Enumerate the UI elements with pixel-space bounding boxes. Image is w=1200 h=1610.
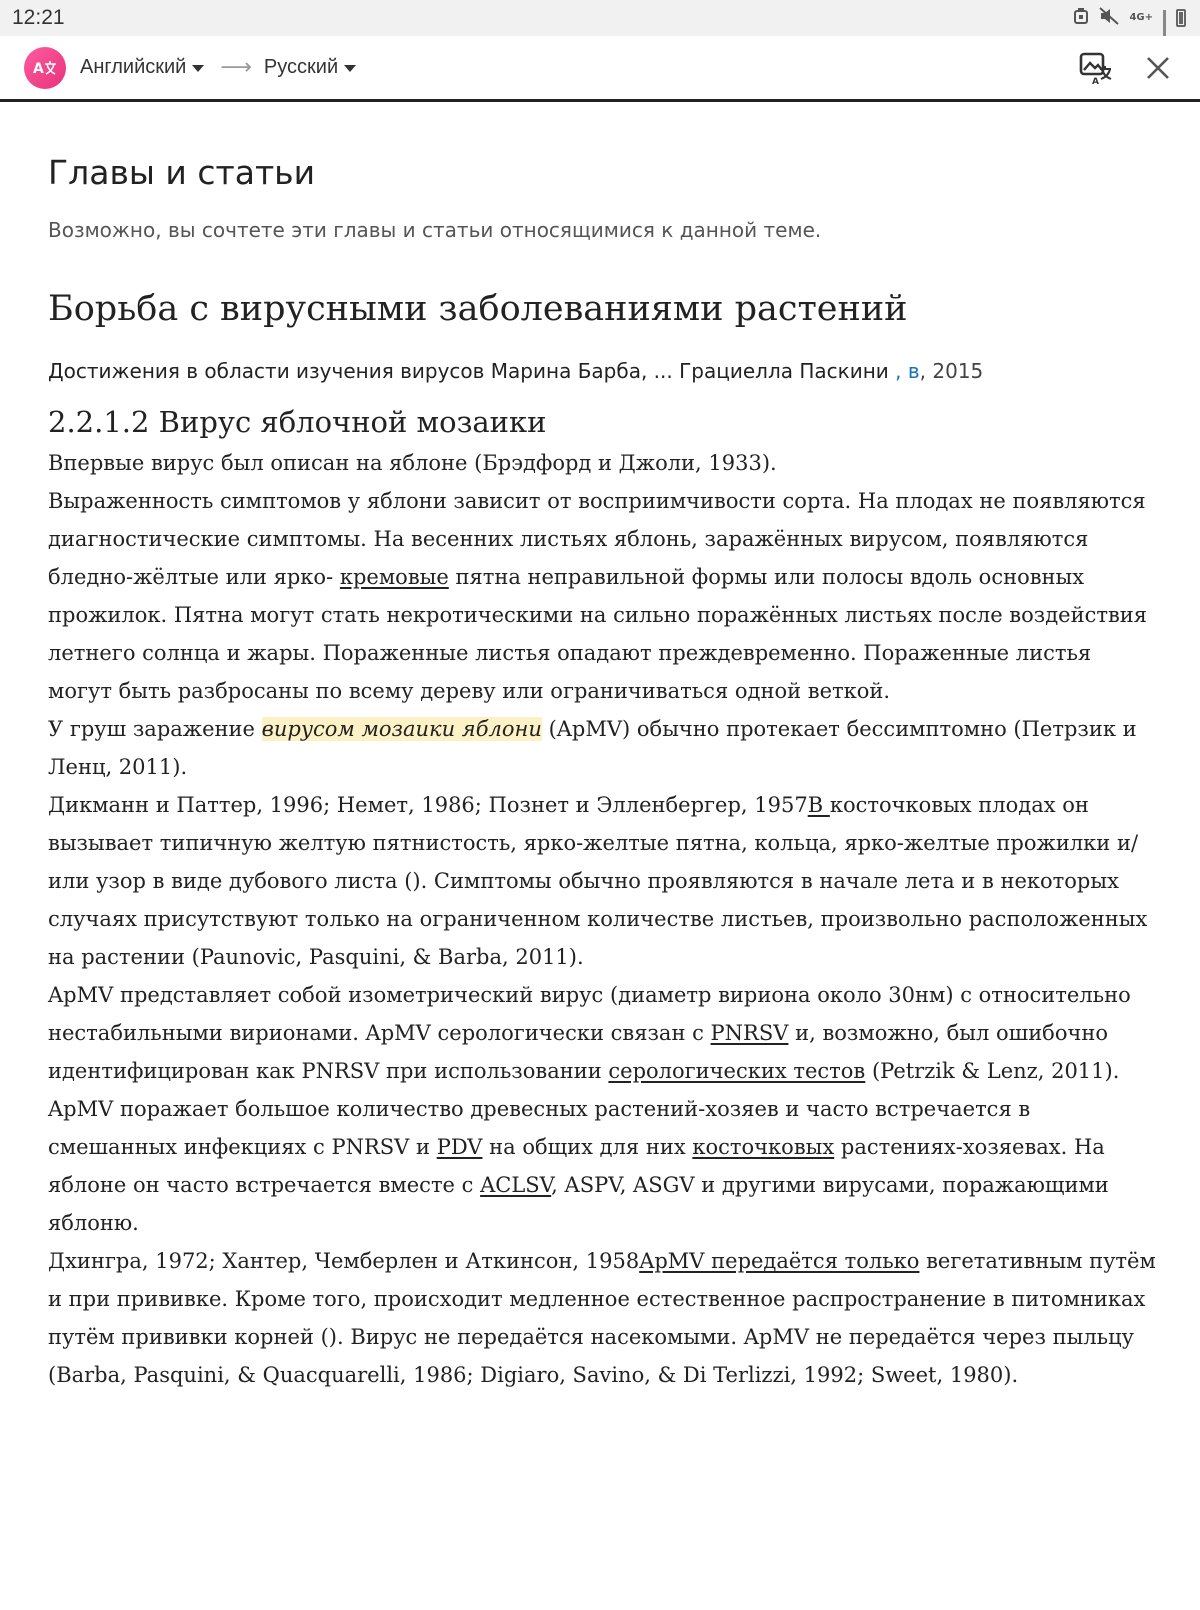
image-translate-button[interactable] [1074, 46, 1118, 90]
source-language-select[interactable] [80, 56, 204, 79]
text-span: пятна неправильной формы или полосы вдоль основных прожилок. Пятна могут стать некротическими на сильно поражённых листьях после воздействия летнего солнца и жары. Пораженные листья опадают преждевременно. Пораженные листья могут быть разбросаны по всему дереву или ограничиваться одной веткой. [48, 565, 1148, 703]
close-button[interactable] [1136, 46, 1180, 90]
close-icon [1145, 55, 1171, 81]
chapter-meta [48, 356, 1158, 386]
alarm-icon [1073, 7, 1089, 29]
chapter-year: , 2015 [919, 359, 984, 383]
text-span: У груш заражение [48, 717, 262, 741]
target-language-label: Русский [263, 56, 339, 78]
battery-icon [1176, 9, 1186, 27]
paragraph-6 [48, 1090, 1158, 1242]
text-span: Дхингра, 1972; Хантер, Чемберлен и Аткинсон, 1958 [48, 1249, 640, 1273]
target-language-select[interactable] [264, 56, 356, 79]
term-link-pnrsv[interactable]: PNRSV [710, 1021, 789, 1045]
chapter-authors: Достижения в области изучения вирусов Марина Барба, ... Грациелла Паскини [48, 359, 896, 383]
article-body [48, 444, 1158, 1394]
subsection-title: 2.2.1.2 Вирус яблочной мозаики [48, 405, 547, 439]
text-span: (Petrzik & Lenz, 2011). [865, 1059, 1120, 1083]
text-span: Дикманн и Паттер, 1996; Немет, 1986; Познет и Элленбергер, 1957 [48, 793, 808, 817]
network-type-label: 4G+ [1129, 12, 1153, 23]
chevron-down-icon [344, 65, 356, 72]
text-span: ApMV представляет собой изометрический вирус (диаметр вириона около 30нм) с относительно нестабильными вирионами. ApMV серологически связан с [48, 983, 1131, 1045]
section-subtitle: Возможно, вы сочтете эти главы и статьи относящимися к данной теме. [48, 218, 822, 242]
status-time: 12:21 [12, 6, 65, 29]
text-span: , ASPV, ASGV и другими вирусами, поражающими яблоню. [48, 1173, 1109, 1235]
paragraph-2 [48, 482, 1158, 710]
source-language-label: Английский [80, 56, 187, 78]
text-span: ApMV поражает большое количество древесных растений-хозяев и часто встречается в смешанных инфекциях с PNRSV и [48, 1097, 1031, 1159]
text-span: (ApMV) обычно протекает бессимптомно (Петрзик и Ленц, 2011). [48, 717, 1137, 779]
term-link-aclsv[interactable]: ACLSV [480, 1173, 552, 1197]
text-span: на общих для них [482, 1135, 693, 1159]
term-link-apmv-transmission[interactable]: ApMV передаётся только [639, 1249, 920, 1273]
term-link-stone-fruit[interactable]: косточковых [692, 1135, 835, 1159]
chapter-title[interactable]: Борьба с вирусными заболеваниями растений [48, 289, 908, 329]
text-span: вегетативным путём и при прививке. Кроме того, происходит медленное естественное распространение в питомниках путём прививки корней (). Вирус не передаётся насекомыми. ApMV не передаётся через пыльцу (Barba, Pasquini, & Quacquarelli, 1986; Digiaro, Savino, & Di Terlizzi, 1992; Sweet, 1980). [48, 1249, 1156, 1387]
translate-logo-icon [24, 47, 66, 89]
paragraph-1: Впервые вирус был описан на яблоне (Брэдфорд и Джоли, 1933). [48, 451, 777, 475]
highlighted-term: вирусом мозаики яблони [261, 717, 542, 741]
text-span: растениях-хозяевах. На яблоне он часто встречается вместе с [48, 1135, 1105, 1197]
section-title: Главы и статьи [48, 153, 316, 192]
text-span: и, возможно, был ошибочно идентифицирован как PNRSV при использовании [48, 1021, 1108, 1083]
mute-icon [1099, 7, 1119, 29]
paragraph-3 [48, 710, 1158, 786]
article-content [48, 150, 1158, 1394]
svg-text:A: A [1092, 76, 1099, 85]
translate-toolbar [0, 36, 1200, 102]
paragraph-7 [48, 1242, 1158, 1394]
term-link-pdv[interactable]: PDV [436, 1135, 483, 1159]
chapter-source-link[interactable]: , в [895, 359, 920, 383]
status-bar [0, 0, 1200, 36]
arrow-right-icon: ⟶ [220, 55, 252, 80]
term-link-in[interactable]: В [807, 793, 830, 817]
paragraph-5 [48, 976, 1158, 1090]
svg-text:A: A [33, 60, 44, 77]
term-link-cream[interactable]: кремовые [339, 565, 449, 589]
status-icons [1073, 7, 1186, 29]
paragraph-4 [48, 786, 1158, 976]
chevron-down-icon [192, 65, 204, 72]
text-span: косточковых плодах он вызывает типичную желтую пятнистость, ярко-желтые пятна, кольца, ярко-желтые прожилки и/или узор в виде дубового листа (). Симптомы обычно проявляются в начале лета и в некоторых случаях присутствуют только на ограниченном количестве листьев, произвольно расположенных на растении (Paunovic, Pasquini, & Barba, 2011). [48, 793, 1148, 969]
term-link-serological-tests[interactable]: серологических тестов [608, 1059, 866, 1083]
text-span: Выраженность симптомов у яблони зависит от восприимчивости сорта. На плодах не появляются диагностические симптомы. На весенних листьях яблонь, заражённых вирусом, появляются бледно-жёлтые или ярко- [48, 489, 1146, 589]
image-translate-icon [1078, 51, 1114, 85]
signal-icon [1163, 10, 1166, 26]
